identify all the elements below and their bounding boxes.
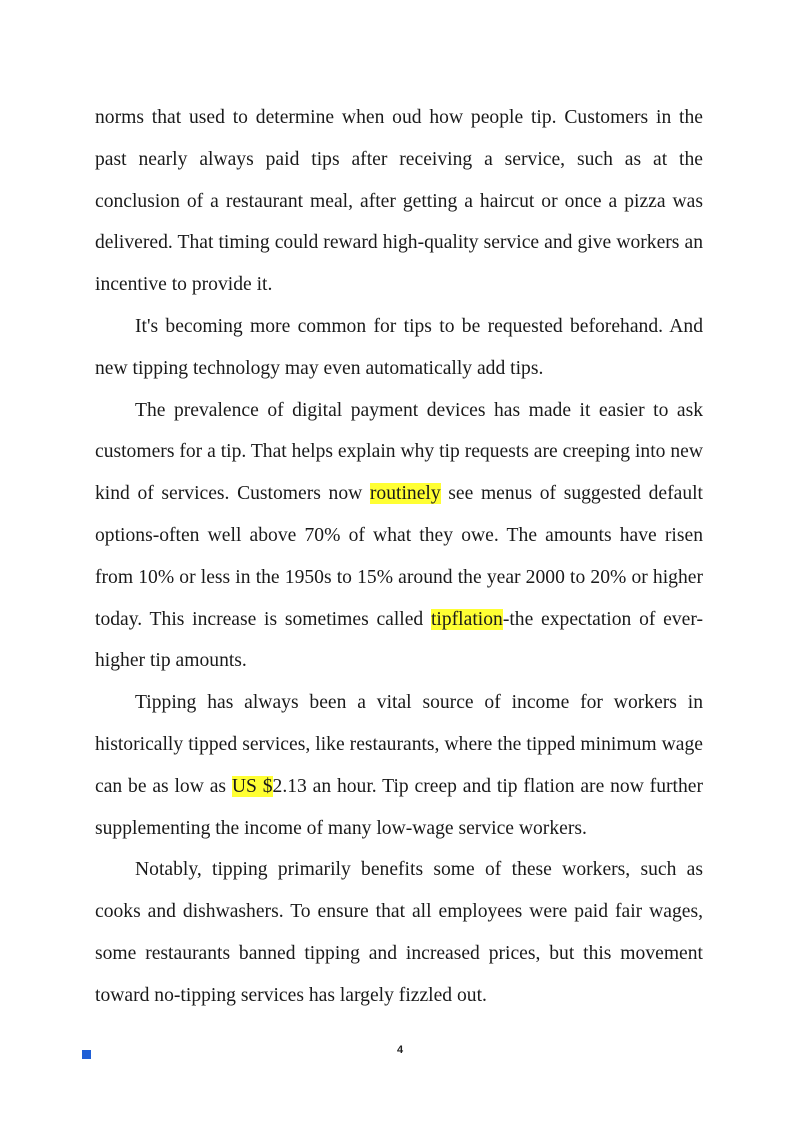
page-number: 4 <box>396 1044 404 1056</box>
paragraph-1-text: norms that used to determine when oud how people tip. Customers in the past nearly always paid tips after receiving a service, such as at the conclusion of a restaurant meal, after getting a haircut or once a pizza was delivered. That timing could reward high-quality service and give workers an incentive to provide it. <box>95 107 703 296</box>
paragraph-3-text-c: -the expectation of ever-higher tip amounts. <box>95 608 703 672</box>
paragraph-5-text: Notably, tipping primarily benefits some of these workers, such as cooks and dishwashers. To ensure that all employees were paid fair wages, some restaurants banned tipping and increased prices, but this movement toward no-tipping services has largely fizzled out. <box>95 859 703 1006</box>
paragraph-4-text-b: 2.13 an hour. Tip creep and tip flation are now further supplementing the income of many low-wage service workers. <box>95 775 703 839</box>
highlight-us-dollar: US $ <box>231 775 273 797</box>
paragraph-5 <box>95 849 703 1016</box>
paragraph-3-text-b: see menus of suggested default options-often well above 70% of what they owe. The amounts have risen from 10% or less in the 1950s to 15% around the year 2000 to 20% or higher today. This increase is sometimes called <box>95 483 703 630</box>
paragraph-3 <box>95 390 703 683</box>
paragraph-2-text: It's becoming more common for tips to be requested beforehand. And new tipping technology may even automatically add tips. <box>95 315 703 379</box>
paragraph-1 <box>95 97 703 306</box>
document-body <box>95 97 703 1017</box>
paragraph-4-text-a: Tipping has always been a vital source of income for workers in historically tipped services, like restaurants, where the tipped minimum wage can be as low as <box>95 692 703 797</box>
paragraph-4 <box>95 682 703 849</box>
paragraph-3-text-a: The prevalence of digital payment devices has made it easier to ask customers for a tip. That helps explain why tip requests are creeping into new kind of services. Customers now <box>95 399 703 505</box>
highlight-routinely: routinely <box>369 483 441 505</box>
paragraph-2 <box>95 306 703 390</box>
highlight-tipflation: tipflation <box>430 608 503 630</box>
